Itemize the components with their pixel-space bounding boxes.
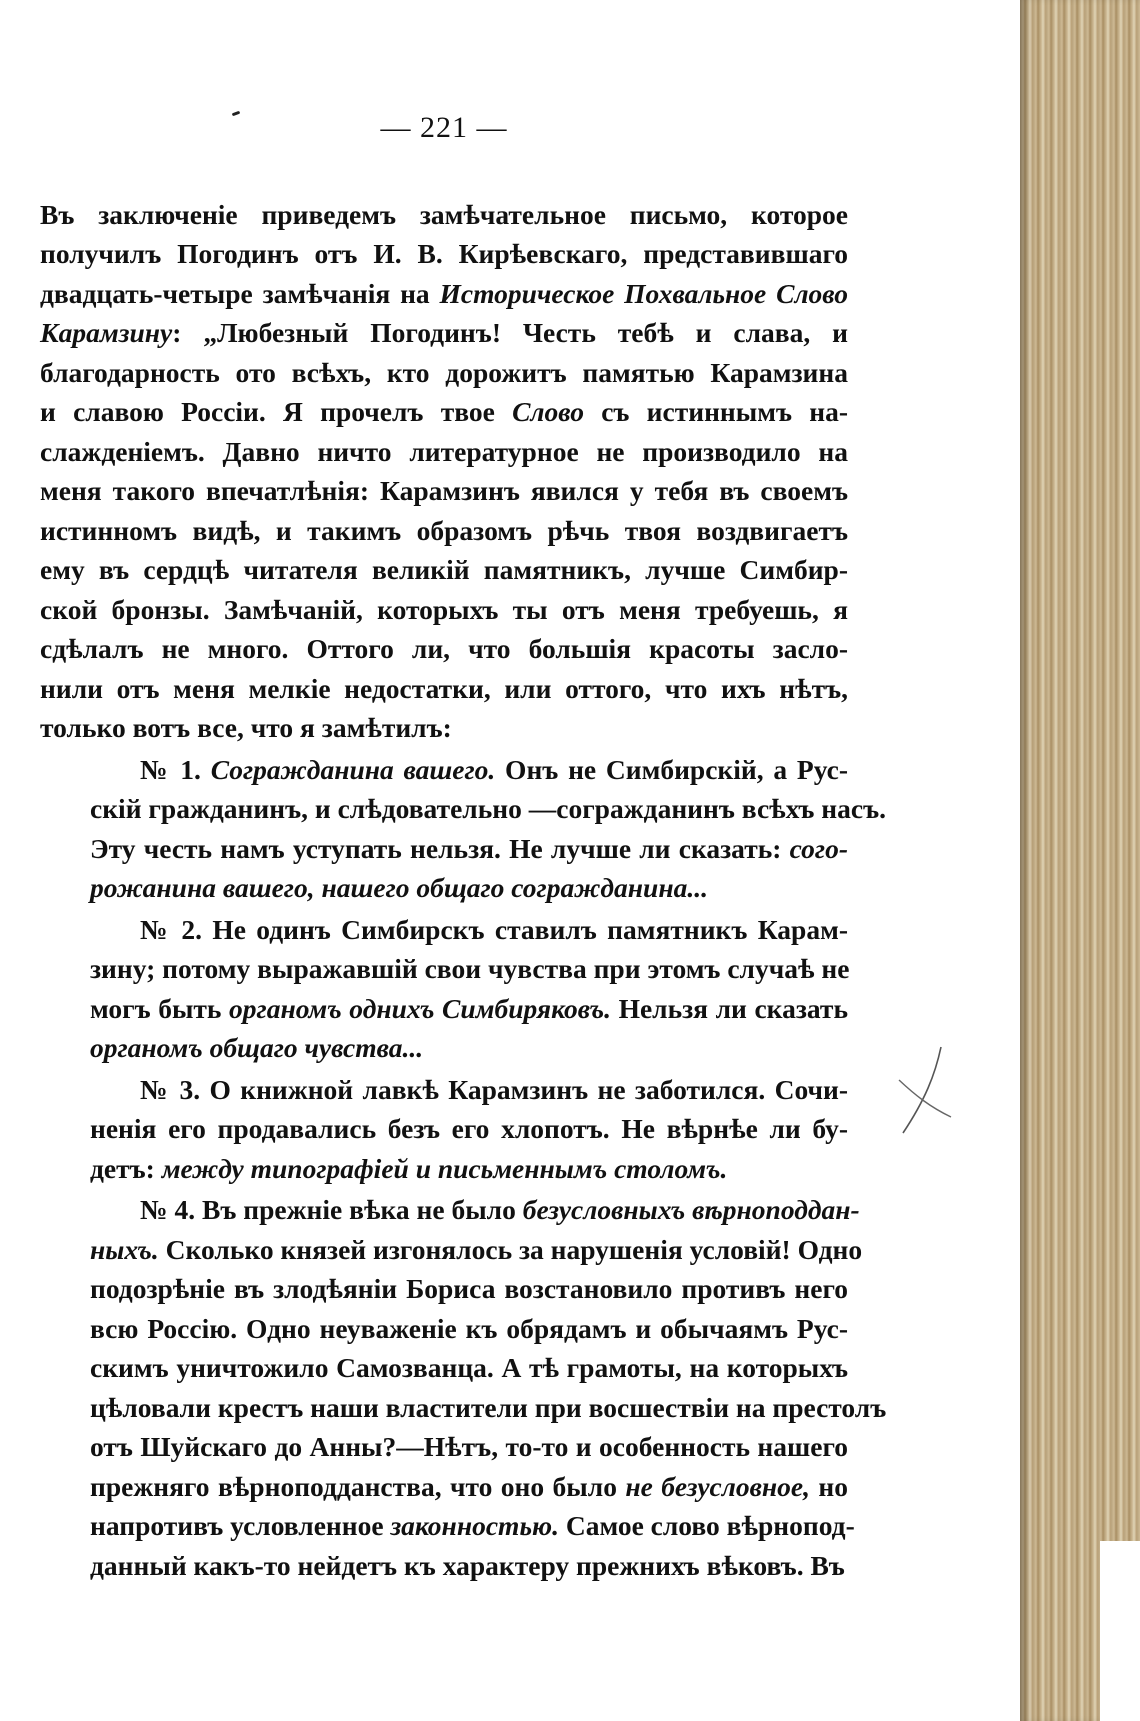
italic-text-run: рожанина вашего, нашего общаго согражданина... — [90, 872, 708, 903]
text-run: ему въ сердцѣ читателя великій памятникъ, лучше Симбир- — [40, 554, 848, 585]
text-run: отъ Шуйскаго до Анны?—Нѣтъ, то-то и особенность нашего — [90, 1431, 848, 1462]
text-line — [40, 949, 848, 989]
text-run: скій гражданинъ, и слѣдовательно —согражданинъ всѣхъ насъ. — [90, 793, 886, 824]
paragraphs — [40, 195, 887, 1586]
italic-text-run: ныхъ. — [90, 1233, 159, 1265]
text-line — [40, 1388, 887, 1428]
page-edge-binding — [1020, 0, 1140, 1721]
text-run: зину; потому выражавшій свои чувства при этомъ случаѣ не — [90, 953, 850, 984]
text-line — [40, 392, 848, 432]
italic-text-run: органомъ однихъ Симбиряковъ. — [229, 992, 611, 1024]
text-line — [40, 708, 848, 748]
text-run: нили отъ меня мелкіе недостатки, или оттого, что ихъ нѣтъ, — [40, 672, 848, 704]
paragraph — [40, 1070, 848, 1189]
text-run: Нельзя ли сказать — [611, 992, 848, 1024]
pencil-x-mark-icon — [895, 1045, 955, 1135]
italic-text-run: Согражданина вашего. — [210, 753, 496, 785]
text-run: сдѣлалъ не много. Оттого ли, что большія красоты засло- — [40, 633, 848, 664]
text-run: двадцать-четыре замѣчанія на — [40, 277, 440, 309]
text-run: благодарность ото всѣхъ, кто дорожитъ памятью Карамзина — [40, 356, 848, 388]
text-run: ненія его продавались безъ его хлопотъ. Не вѣрнѣе ли бу- — [90, 1113, 848, 1144]
text-run: Самое слово вѣрнопод- — [558, 1510, 855, 1541]
text-line — [40, 353, 848, 393]
text-run: подозрѣніе въ злодѣяніи Бориса возстановило противъ него — [90, 1273, 848, 1304]
text-line — [40, 629, 848, 669]
page-number: — 221 — — [380, 111, 508, 144]
text-run: скимъ уничтожило Самозванца. А тѣ грамоты, на которыхъ — [90, 1352, 848, 1383]
text-line — [40, 550, 848, 590]
text-run: Сколько князей изгонялось за нарушенія условій! Одно — [158, 1233, 863, 1265]
italic-text-run: Слово — [512, 396, 584, 427]
text-line — [40, 750, 848, 790]
text-line — [40, 910, 848, 950]
text-run: только вотъ все, что я замѣтилъ: — [40, 712, 452, 743]
italic-text-run: Историческое Похвальное Слово — [439, 277, 848, 309]
text-line — [40, 1269, 848, 1309]
italic-text-run: органомъ общаго чувства... — [90, 1032, 424, 1063]
text-line — [40, 1230, 863, 1270]
text-run: Въ заключеніе приведемъ замѣчательное письмо, которое — [40, 198, 848, 230]
text-run: № 4. Въ прежніе вѣка не было — [140, 1194, 523, 1225]
text-run: Эту честь намъ уступать нельзя. Не лучше ли сказать: — [90, 832, 790, 864]
paragraph — [40, 195, 848, 748]
text-line — [40, 1028, 848, 1068]
text-run: могъ быть — [90, 992, 230, 1024]
paragraph — [40, 1190, 887, 1585]
text-line — [40, 789, 886, 829]
text-line — [40, 1427, 848, 1467]
text-line — [40, 1467, 848, 1507]
text-line — [40, 511, 848, 551]
text-run: данный какъ-то нейдетъ къ характеру прежнихъ вѣковъ. Въ — [90, 1549, 845, 1581]
text-block — [40, 108, 887, 1585]
italic-text-run: не безусловное, — [625, 1470, 810, 1502]
text-run: Онъ не Симбирскій, а Рус- — [495, 753, 848, 785]
text-run: напротивъ условленное — [90, 1510, 391, 1541]
italic-text-run: законностью. — [390, 1510, 559, 1541]
text-run: цѣловали крестъ наши властители при восшествіи на престолъ — [90, 1391, 887, 1423]
text-line — [40, 868, 848, 908]
text-line — [40, 1506, 855, 1546]
text-run: № 3. О книжной лавкѣ Карамзинъ не заботился. Сочи- — [140, 1073, 848, 1105]
text-run: съ истиннымъ на- — [583, 396, 848, 427]
text-line — [40, 195, 848, 235]
text-line — [40, 1348, 848, 1388]
text-run: слажденіемъ. Давно ничто литературное не производило на — [40, 435, 848, 467]
text-run: и славою Россіи. Я прочелъ твое — [40, 396, 513, 427]
text-run: детъ: — [90, 1152, 162, 1184]
text-run: № 1. — [140, 753, 211, 785]
text-run: получилъ Погодинъ отъ И. В. Кирѣевскаго, представившаго — [40, 238, 848, 269]
text-line — [40, 1190, 860, 1230]
text-run: ской бронзы. Замѣчаній, которыхъ ты отъ меня требуешь, я — [40, 593, 848, 625]
text-line — [40, 471, 848, 511]
italic-text-run: Карамзину — [40, 317, 173, 348]
text-run: меня такого впечатлѣнія: Карамзинъ явился у тебя въ своемъ — [40, 475, 848, 506]
text-line — [40, 1070, 848, 1110]
text-run: : „Любезный Погодинъ! Честь тебѣ и слава, и — [172, 317, 848, 348]
text-line — [40, 432, 848, 472]
paragraph — [40, 750, 886, 908]
text-run: прежняго вѣрноподданства, что оно было — [90, 1470, 626, 1502]
text-line — [40, 1309, 848, 1349]
text-line — [40, 1546, 848, 1586]
text-line — [40, 989, 848, 1029]
text-line — [40, 829, 848, 869]
text-run: но — [809, 1470, 848, 1502]
text-run: № 2. Не одинъ Симбирскъ ставилъ памятникъ Карам- — [140, 913, 848, 945]
italic-text-run: между типографіей и письменнымъ столомъ. — [161, 1152, 728, 1184]
text-run: всю Россію. Одно неуваженіе къ обрядамъ и обычаямъ Рус- — [90, 1312, 848, 1344]
text-line — [40, 1109, 848, 1149]
text-line — [40, 274, 848, 314]
text-line — [40, 313, 848, 353]
text-line — [40, 669, 848, 709]
paragraph — [40, 910, 848, 1068]
text-line — [40, 590, 848, 630]
italic-text-run: сого- — [789, 832, 848, 864]
italic-text-run: безусловныхъ вѣрноподдан- — [522, 1194, 860, 1225]
text-line — [40, 1149, 848, 1189]
text-line — [40, 234, 848, 274]
text-run: истинномъ видѣ, и такимъ образомъ рѣчь твоя воздвигаетъ — [40, 514, 848, 546]
